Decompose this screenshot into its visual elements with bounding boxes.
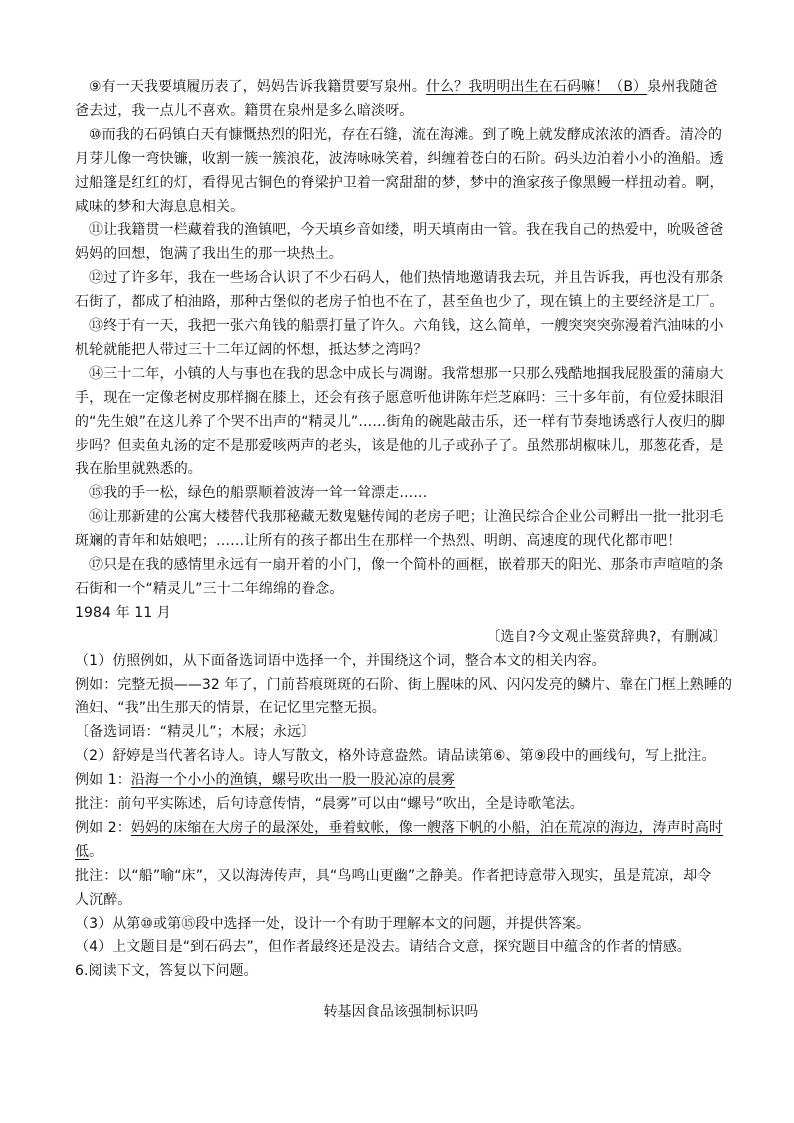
text-segment: ⑨有一天我要填履历表了，妈妈告诉我籍贯要写泉州。 xyxy=(89,79,426,95)
text-line xyxy=(75,792,727,816)
text-segment: ⑭三十二年，小镇的人与事也在我的思念中成长与凋谢。我常想那一只那么残酷地掴我屁股蛋的蒲扇大 xyxy=(89,365,724,382)
text-segment: 1984 年 11 月 xyxy=(75,604,171,621)
text-segment: 的“先生娘”在这儿养了个哭不出声的“精灵儿”……街角的碗匙敲击乐，还一样有节奏地诱惑行人夜归的脚 xyxy=(75,413,725,430)
text-segment: （4）上文题目是“到石码去”，但作者最终还是没去。请结合文意，探究题目中蕴含的作者的情感。 xyxy=(75,939,691,956)
text-line xyxy=(75,242,727,266)
text-line xyxy=(75,601,727,625)
text-segment: 6.阅读下文，答复以下问题。 xyxy=(75,963,258,980)
text-line xyxy=(75,864,727,888)
text-segment: 妈妈的回想，饱满了我出生的那一块热土。 xyxy=(75,246,343,263)
text-line xyxy=(89,314,727,338)
text-line xyxy=(75,434,727,458)
text-line xyxy=(75,338,727,362)
text-segment: （2）舒婷是当代著名诗人。诗人写散文，格外诗意盎然。请品读第⑥、第⑨段中的画线句，写上批注。 xyxy=(75,748,716,765)
text-segment: 石街和一个“精灵儿”三十二年绵绵的眷念。 xyxy=(75,580,344,597)
text-segment: ⑰只是在我的感情里永远有一扇开着的小门，像一个简朴的画框，嵌着那天的阳光、那条市声喧喧的条 xyxy=(89,557,724,573)
text-segment: 月芽儿像一弯快镰，收割一簇一簇浪花，波涛咏咏笑着，纠缠着苍白的石阶。码头边泊着小小的渔船。透 xyxy=(75,150,724,167)
text-segment: 步吗？但卖鱼丸汤的定不是那爱咳两声的老头，该是他的儿子或孙子了。虽然那胡椒味儿，那葱花香，是 xyxy=(75,437,724,454)
article-title: 转基因食品该强制标识吗 xyxy=(323,1004,479,1021)
text-segment: ⑯让那新建的公寓大楼替代我那秘藏无数鬼魅传闻的老房子吧；让渔民综合企业公司孵出一批一批羽毛 xyxy=(89,509,724,526)
text-line xyxy=(89,218,727,242)
text-line xyxy=(75,649,727,673)
text-line xyxy=(89,362,727,386)
text-line xyxy=(75,529,727,553)
text-line xyxy=(75,99,727,123)
text-segment: 过船篷是红红的灯，看得见古铜色的脊梁护卫着一窝甜甜的梦，梦中的渔家孩子像黑鳗一样扭动着。啊， xyxy=(75,174,724,191)
text-line xyxy=(75,290,727,314)
text-line xyxy=(75,673,733,697)
text-segment: 〔选自?今文观止鉴赏辞典?，有删减〕 xyxy=(486,628,727,645)
text-line xyxy=(75,888,727,912)
text-line xyxy=(75,410,727,434)
text-segment: ⑮我的手一松，绿色的船票顺着波涛一耸一耸漂走…… xyxy=(89,485,428,502)
text-segment: 例如 2： xyxy=(75,819,131,836)
text-segment: 人沉醉。 xyxy=(75,891,132,908)
text-segment: ⑫过了许多年，我在一些场合认识了不少石码人，他们热情地邀请我去玩，并且告诉我，再也没有那条 xyxy=(89,270,724,287)
text-segment: 手，现在一定像老树皮那样搁在膝上，还会有孩子愿意听他讲陈年烂芝麻吗：三十多年前，有位爱抹眼泪 xyxy=(75,389,724,406)
text-line xyxy=(75,935,727,959)
text-segment: 机轮就能把人带过三十二年辽阔的怀想，抵达梦之湾吗？ xyxy=(75,341,428,358)
text-line xyxy=(75,625,727,649)
text-line xyxy=(75,959,727,983)
text-line xyxy=(75,720,727,744)
text-segment: 例如 1： xyxy=(75,772,131,789)
text-segment: 例如：完整无损——32 年了，门前苔痕斑斑的石阶、街上腥味的风、闪闪发亮的鳞片、靠在门框上熟睡的 xyxy=(75,676,733,693)
text-segment: 批注：前句平实陈述，后句诗意传情，“晨雾”可以由“螺号”吹出，全是诗歌笔法。 xyxy=(75,796,584,812)
text-segment: （3）从第⑩或第⑮段中选择一处，设计一个有助于理解本文的问题，并提供答案。 xyxy=(75,915,591,932)
text-segment: （1）仿照例如，从下面备选词语中选择一个，并围绕这个词，整合本文的相关内容。 xyxy=(75,652,606,669)
text-segment: ⑪让我籍贯一栏藏着我的渔镇吧，今天填乡音如缕，明天填南由一管。我在我自己的热爱中，吮吸爸爸 xyxy=(89,222,724,239)
text-line xyxy=(75,195,727,219)
text-line xyxy=(75,696,727,720)
text-line xyxy=(75,386,727,410)
text-segment: 渔妇、“我”出生那天的情景，在记忆里完整无损。 xyxy=(75,700,386,717)
text-line xyxy=(75,768,727,792)
underlined-text: 什么？我明明出生在石码嘛！（B） xyxy=(425,79,648,95)
text-segment: ⑩而我的石码镇白天有慷慨热烈的阳光，存在石缝，流在海滩。到了晚上就发酵成浓浓的酒香。清冷的 xyxy=(89,126,723,143)
text-line xyxy=(75,744,727,768)
text-line xyxy=(89,266,727,290)
text-segment: 泉州我随爸 xyxy=(647,79,718,95)
text-line xyxy=(89,553,727,577)
text-line xyxy=(75,840,727,864)
text-segment: ⑬终于有一天，我把一张六角钱的船票打量了许久。六角钱，这么简单，一艘突突突弥漫着汽油味的小 xyxy=(89,318,724,334)
text-line xyxy=(89,75,727,99)
underlined-text: 妈妈的床缩在大房子的最深处，垂着蚊帐，像一艘落下帆的小船，泊在荒凉的海边，涛声时高时 xyxy=(130,819,724,836)
underlined-text: 低 xyxy=(75,843,90,860)
text-segment: 批注：以“船”喻“床”，又以海涛传声，具“鸟鸣山更幽”之静美。作者把诗意带入现实，虽是荒凉，却令 xyxy=(75,867,712,884)
text-line xyxy=(89,123,727,147)
text-line xyxy=(75,577,727,601)
text-line xyxy=(89,505,727,529)
text-segment: 我在胎里就熟悉的。 xyxy=(75,461,202,478)
text-segment: 咸味的梦和大海息息相关。 xyxy=(75,198,245,215)
text-segment: 爸去过，我一点儿不喜欢。籍贯在泉州是多么暗淡呀。 xyxy=(75,102,414,119)
text-line xyxy=(75,912,727,936)
text-line xyxy=(75,147,727,171)
text-line xyxy=(75,816,727,840)
text-segment: 斑斓的青年和姑娘吧；……让所有的孩子都出生在那样一个热烈、明朗、高速度的现代化都市吧！ xyxy=(75,533,682,550)
text-line xyxy=(89,481,727,505)
text-segment: 石街了，都成了柏油路，那种古堡似的老房子怕也不在了，甚至鱼也少了，现在镇上的主要经济是工厂。 xyxy=(75,294,724,311)
underlined-text: 沿海一个小小的渔镇，螺号吹出一股一股沁凉的晨雾 xyxy=(130,772,456,789)
text-line xyxy=(75,171,727,195)
text-segment: 〔备选词语：“精灵儿”；木屐；永远〕 xyxy=(75,724,316,741)
text-segment: 。 xyxy=(89,843,104,860)
text-line xyxy=(75,457,727,481)
